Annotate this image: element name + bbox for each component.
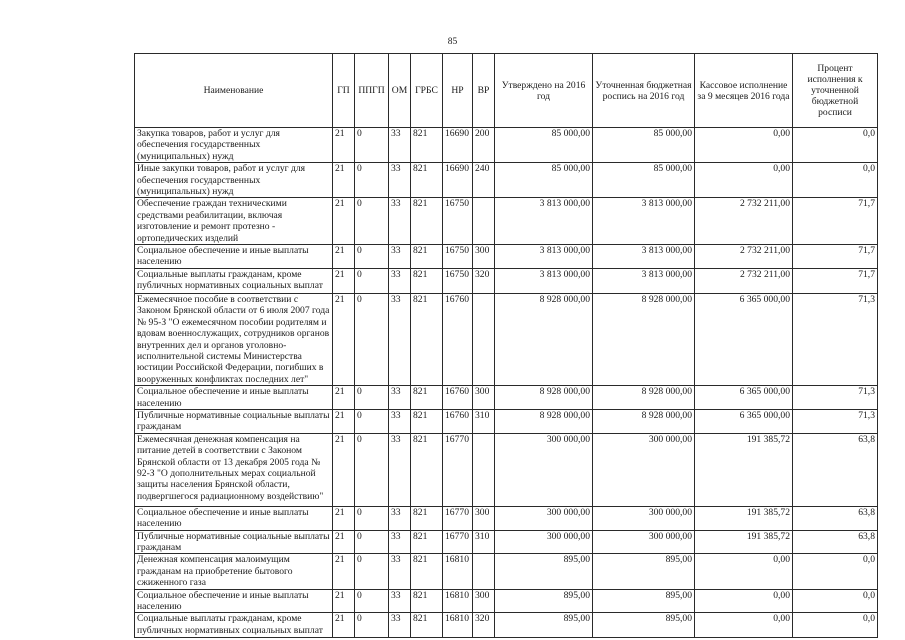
cell-percent: 71,3 — [793, 293, 878, 385]
header-vr: ВР — [473, 54, 495, 128]
table-row — [135, 128, 878, 163]
cell-gp: 21 — [333, 163, 355, 198]
cell-percent: 71,3 — [793, 409, 878, 433]
cell-gp: 21 — [333, 386, 355, 410]
header-gp: ГП — [333, 54, 355, 128]
cell-vr: 320 — [473, 613, 495, 638]
cell-cash: 191 385,72 — [695, 530, 793, 554]
header-nr: НР — [443, 54, 473, 128]
cell-cash: 6 365 000,00 — [695, 409, 793, 433]
cell-grbs: 821 — [411, 613, 443, 638]
cell-revised: 3 813 000,00 — [593, 245, 695, 269]
cell-name: Публичные нормативные социальные выплаты гражданам — [135, 409, 333, 433]
cell-percent: 63,8 — [793, 530, 878, 554]
cell-om: 33 — [389, 506, 411, 530]
header-revised: Уточненная бюджетная роспись на 2016 год — [593, 54, 695, 128]
cell-pgp: 0 — [355, 245, 389, 269]
cell-approved: 8 928 000,00 — [495, 293, 593, 385]
cell-percent: 71,3 — [793, 386, 878, 410]
cell-approved: 300 000,00 — [495, 506, 593, 530]
cell-pgp: 0 — [355, 163, 389, 198]
cell-cash: 0,00 — [695, 589, 793, 613]
cell-nr: 16770 — [443, 433, 473, 506]
cell-name: Социальное обеспечение и иные выплаты населению — [135, 589, 333, 613]
cell-approved: 895,00 — [495, 554, 593, 589]
table-row — [135, 554, 878, 589]
cell-name: Социальное обеспечение и иные выплаты населению — [135, 506, 333, 530]
cell-grbs: 821 — [411, 554, 443, 589]
cell-revised: 8 928 000,00 — [593, 386, 695, 410]
cell-revised: 895,00 — [593, 613, 695, 638]
table-row — [135, 589, 878, 613]
budget-table — [134, 53, 878, 638]
cell-om: 33 — [389, 163, 411, 198]
cell-om: 33 — [389, 198, 411, 245]
cell-om: 33 — [389, 245, 411, 269]
cell-percent: 63,8 — [793, 506, 878, 530]
cell-om: 33 — [389, 530, 411, 554]
cell-vr — [473, 433, 495, 506]
cell-cash: 0,00 — [695, 163, 793, 198]
cell-name: Ежемесячное пособие в соответствии с Законом Брянской области от 6 июля 2007 года № 95-З "О ежемесячном пособии родителям и вдовам военнослужащих, сотрудников органов внутренних дел и органов уголовно-исполнительной системы Министерства юстиции Российской Федерации, погибших в вооруженных конфликтах последних лет" — [135, 293, 333, 385]
cell-pgp: 0 — [355, 128, 389, 163]
cell-om: 33 — [389, 409, 411, 433]
cell-om: 33 — [389, 128, 411, 163]
cell-gp: 21 — [333, 293, 355, 385]
cell-gp: 21 — [333, 268, 355, 293]
cell-om: 33 — [389, 293, 411, 385]
cell-nr: 16750 — [443, 198, 473, 245]
table-row — [135, 613, 878, 638]
cell-name: Закупка товаров, работ и услуг для обеспечения государственных (муниципальных) нужд — [135, 128, 333, 163]
header-percent: Процент исполнения к уточненной бюджетной росписи — [793, 54, 878, 128]
cell-grbs: 821 — [411, 506, 443, 530]
cell-revised: 85 000,00 — [593, 163, 695, 198]
header-name: Наименование — [135, 54, 333, 128]
cell-om: 33 — [389, 554, 411, 589]
cell-gp: 21 — [333, 613, 355, 638]
cell-approved: 895,00 — [495, 589, 593, 613]
cell-percent: 71,7 — [793, 198, 878, 245]
cell-vr — [473, 554, 495, 589]
cell-nr: 16750 — [443, 268, 473, 293]
cell-vr: 300 — [473, 506, 495, 530]
cell-approved: 895,00 — [495, 613, 593, 638]
header-approved: Утверждено на 2016 год — [495, 54, 593, 128]
cell-vr: 310 — [473, 530, 495, 554]
cell-gp: 21 — [333, 409, 355, 433]
cell-nr: 16760 — [443, 409, 473, 433]
cell-grbs: 821 — [411, 530, 443, 554]
cell-name: Социальное обеспечение и иные выплаты населению — [135, 386, 333, 410]
cell-gp: 21 — [333, 198, 355, 245]
cell-gp: 21 — [333, 554, 355, 589]
cell-gp: 21 — [333, 589, 355, 613]
cell-pgp: 0 — [355, 506, 389, 530]
cell-grbs: 821 — [411, 163, 443, 198]
cell-cash: 0,00 — [695, 554, 793, 589]
cell-gp: 21 — [333, 506, 355, 530]
cell-pgp: 0 — [355, 268, 389, 293]
cell-cash: 2 732 211,00 — [695, 245, 793, 269]
cell-approved: 300 000,00 — [495, 433, 593, 506]
cell-cash: 2 732 211,00 — [695, 198, 793, 245]
cell-gp: 21 — [333, 530, 355, 554]
cell-nr: 16760 — [443, 386, 473, 410]
cell-approved: 3 813 000,00 — [495, 245, 593, 269]
header-om: ОМ — [389, 54, 411, 128]
table-row — [135, 409, 878, 433]
cell-cash: 6 365 000,00 — [695, 293, 793, 385]
cell-name: Публичные нормативные социальные выплаты гражданам — [135, 530, 333, 554]
cell-revised: 3 813 000,00 — [593, 198, 695, 245]
cell-revised: 300 000,00 — [593, 506, 695, 530]
table-row — [135, 386, 878, 410]
cell-om: 33 — [389, 613, 411, 638]
cell-approved: 8 928 000,00 — [495, 409, 593, 433]
table-row — [135, 506, 878, 530]
cell-gp: 21 — [333, 128, 355, 163]
cell-cash: 2 732 211,00 — [695, 268, 793, 293]
cell-cash: 0,00 — [695, 613, 793, 638]
cell-grbs: 821 — [411, 433, 443, 506]
cell-vr: 300 — [473, 386, 495, 410]
cell-pgp: 0 — [355, 589, 389, 613]
cell-vr: 300 — [473, 589, 495, 613]
cell-name: Социальное обеспечение и иные выплаты населению — [135, 245, 333, 269]
cell-om: 33 — [389, 433, 411, 506]
cell-vr — [473, 293, 495, 385]
cell-revised: 300 000,00 — [593, 530, 695, 554]
cell-percent: 0,0 — [793, 128, 878, 163]
cell-pgp: 0 — [355, 409, 389, 433]
page-number: 85 — [447, 37, 458, 47]
cell-nr: 16810 — [443, 613, 473, 638]
cell-grbs: 821 — [411, 386, 443, 410]
cell-name: Обеспечение граждан техническими средствами реабилитации, включая изготовление и ремонт протезно - ортопедических изделий — [135, 198, 333, 245]
table-row — [135, 163, 878, 198]
cell-pgp: 0 — [355, 433, 389, 506]
header-grbs: ГРБС — [411, 54, 443, 128]
header-cash: Кассовое исполнение за 9 месяцев 2016 года — [695, 54, 793, 128]
cell-vr: 240 — [473, 163, 495, 198]
cell-pgp: 0 — [355, 198, 389, 245]
cell-om: 33 — [389, 386, 411, 410]
cell-gp: 21 — [333, 245, 355, 269]
cell-name: Ежемесячная денежная компенсация на питание детей в соответствии с Законом Брянской области от 13 декабря 2005 года № 92-З "О дополнительных мерах социальной защиты населения Брянской области, подвергшегося радиационному воздействию" — [135, 433, 333, 506]
cell-grbs: 821 — [411, 589, 443, 613]
cell-name: Социальные выплаты гражданам, кроме публичных нормативных социальных выплат — [135, 613, 333, 638]
cell-grbs: 821 — [411, 245, 443, 269]
cell-percent: 63,8 — [793, 433, 878, 506]
cell-revised: 8 928 000,00 — [593, 293, 695, 385]
table-row — [135, 530, 878, 554]
cell-nr: 16770 — [443, 530, 473, 554]
cell-nr: 16810 — [443, 554, 473, 589]
cell-gp: 21 — [333, 433, 355, 506]
cell-pgp: 0 — [355, 554, 389, 589]
cell-percent: 71,7 — [793, 245, 878, 269]
table-row — [135, 245, 878, 269]
cell-nr: 16690 — [443, 128, 473, 163]
cell-om: 33 — [389, 589, 411, 613]
cell-approved: 8 928 000,00 — [495, 386, 593, 410]
cell-nr: 16690 — [443, 163, 473, 198]
cell-name: Денежная компенсация малоимущим гражданам на приобретение бытового сжиженного газа — [135, 554, 333, 589]
cell-pgp: 0 — [355, 613, 389, 638]
cell-approved: 3 813 000,00 — [495, 198, 593, 245]
table-row — [135, 198, 878, 245]
cell-name: Иные закупки товаров, работ и услуг для обеспечения государственных (муниципальных) нужд — [135, 163, 333, 198]
table-row — [135, 293, 878, 385]
cell-percent: 71,7 — [793, 268, 878, 293]
cell-cash: 191 385,72 — [695, 506, 793, 530]
cell-nr: 16810 — [443, 589, 473, 613]
cell-nr: 16760 — [443, 293, 473, 385]
cell-grbs: 821 — [411, 409, 443, 433]
cell-grbs: 821 — [411, 268, 443, 293]
cell-percent: 0,0 — [793, 554, 878, 589]
cell-nr: 16770 — [443, 506, 473, 530]
cell-pgp: 0 — [355, 386, 389, 410]
cell-cash: 0,00 — [695, 128, 793, 163]
cell-revised: 85 000,00 — [593, 128, 695, 163]
cell-revised: 895,00 — [593, 589, 695, 613]
cell-percent: 0,0 — [793, 163, 878, 198]
cell-approved: 85 000,00 — [495, 128, 593, 163]
table-header-row — [135, 54, 878, 128]
cell-revised: 895,00 — [593, 554, 695, 589]
table-row — [135, 268, 878, 293]
cell-percent: 0,0 — [793, 613, 878, 638]
cell-approved: 300 000,00 — [495, 530, 593, 554]
cell-revised: 3 813 000,00 — [593, 268, 695, 293]
cell-approved: 3 813 000,00 — [495, 268, 593, 293]
cell-nr: 16750 — [443, 245, 473, 269]
header-pgp: ППГП — [355, 54, 389, 128]
cell-grbs: 821 — [411, 293, 443, 385]
cell-revised: 300 000,00 — [593, 433, 695, 506]
cell-grbs: 821 — [411, 198, 443, 245]
cell-cash: 191 385,72 — [695, 433, 793, 506]
cell-vr — [473, 198, 495, 245]
cell-om: 33 — [389, 268, 411, 293]
cell-revised: 8 928 000,00 — [593, 409, 695, 433]
cell-approved: 85 000,00 — [495, 163, 593, 198]
table-row — [135, 433, 878, 506]
cell-name: Социальные выплаты гражданам, кроме публичных нормативных социальных выплат — [135, 268, 333, 293]
cell-percent: 0,0 — [793, 589, 878, 613]
cell-grbs: 821 — [411, 128, 443, 163]
cell-vr: 320 — [473, 268, 495, 293]
cell-vr: 310 — [473, 409, 495, 433]
cell-vr: 300 — [473, 245, 495, 269]
cell-pgp: 0 — [355, 293, 389, 385]
cell-cash: 6 365 000,00 — [695, 386, 793, 410]
cell-pgp: 0 — [355, 530, 389, 554]
cell-vr: 200 — [473, 128, 495, 163]
